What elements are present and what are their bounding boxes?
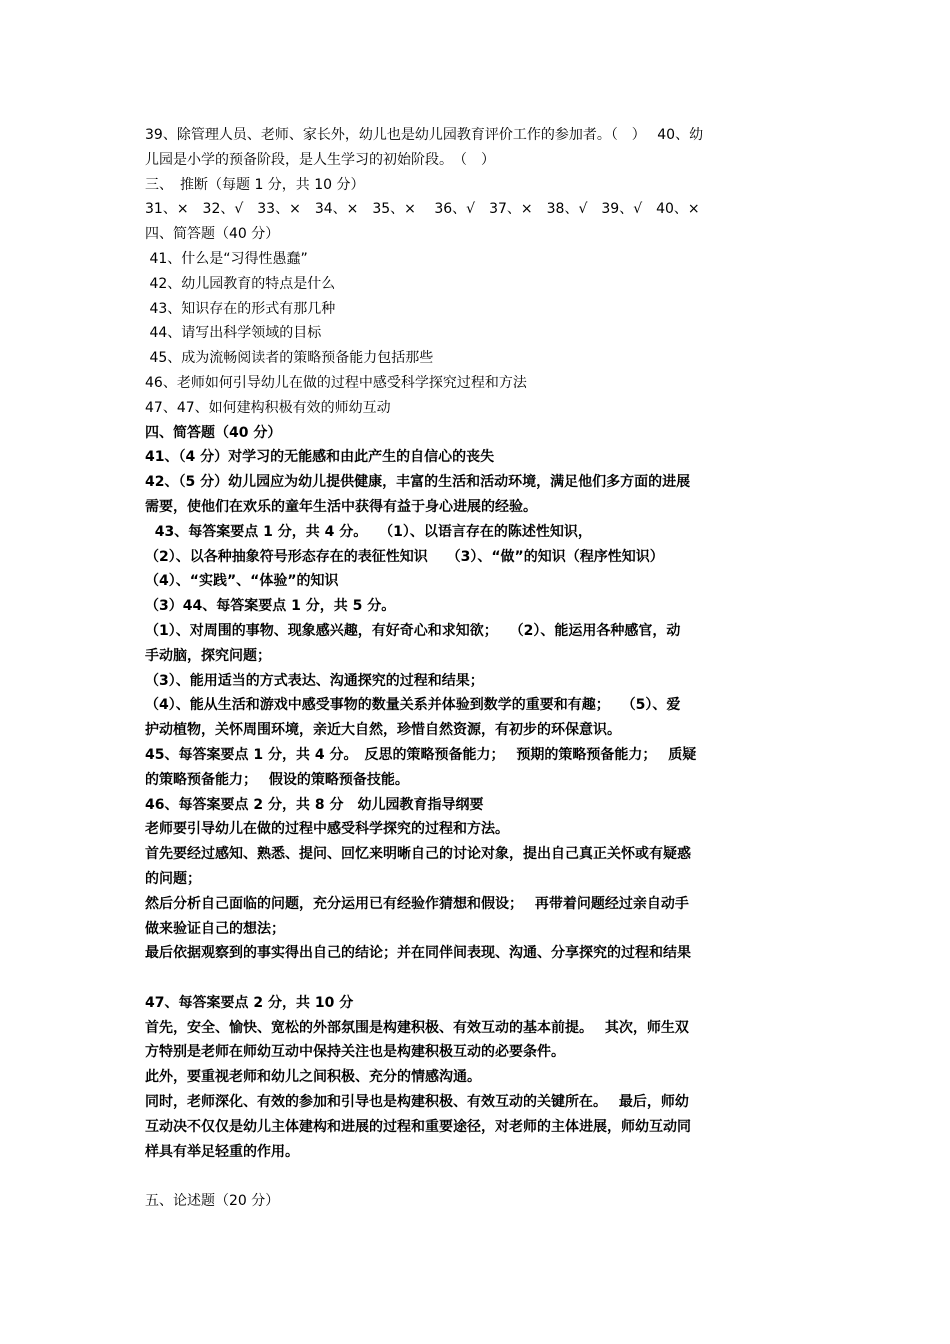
text-line: 46、老师如何引导幼儿在做的过程中感受科学探究过程和方法 xyxy=(145,374,527,391)
text-line: 43、知识存在的形式有那几种 xyxy=(145,300,336,317)
blank-line xyxy=(145,1164,810,1189)
text-line: 手动脑，探究问题； xyxy=(145,647,271,664)
text-line: （4）、“实践”、“体验”的知识 xyxy=(145,573,339,590)
text-line: 44、请写出科学领域的目标 xyxy=(145,325,322,342)
text-line: 首先要经过感知、熟悉、提问、回忆来明晰自己的讨论对象，提出自己真正关怀或有疑惑 xyxy=(145,846,691,863)
text-line: 同时，老师深化、有效的参加和引导也是构建积极、有效互动的关键所在。 最后，师幼 xyxy=(145,1094,689,1111)
text-line: 互动决不仅仅是幼儿主体建构和进展的过程和重要途径，对老师的主体进展，师幼互动同 xyxy=(145,1118,691,1135)
text-line: 方特别是老师在师幼互动中保持关注也是构建积极互动的必要条件。 xyxy=(145,1044,565,1061)
text-line: 42、幼儿园教育的特点是什么 xyxy=(145,275,336,292)
text-line: 五、论述题（20 分） xyxy=(145,1193,280,1210)
blank-line xyxy=(145,966,810,991)
text-line: 41、（4 分）对学习的无能感和由此产生的自信心的丧失 xyxy=(145,449,495,466)
text-line: 老师要引导幼儿在做的过程中感受科学探究的过程和方法。 xyxy=(145,821,509,838)
text-line: 儿园是小学的预备阶段，是人生学习的初始阶段。 （ ） xyxy=(145,151,495,168)
text-line: （3）44、每答案要点 1 分，共 5 分。 xyxy=(145,598,396,615)
text-line: （3）、能用适当的方式表达、沟通探究的过程和结果； xyxy=(145,672,484,689)
text-line: 47、每答案要点 2 分，共 10 分 xyxy=(145,994,354,1011)
text-line: 39、除管理人员、老师、家长外，幼儿也是幼儿园教育评价工作的参加者。（ ） 40、幼 xyxy=(145,127,704,143)
text-line: 此外，要重视老师和幼儿之间积极、充分的情感沟通。 xyxy=(145,1069,481,1086)
text-line: 护动植物，关怀周围环境，亲近大自然，珍惜自然资源，有初步的环保意识。 xyxy=(145,722,621,739)
text-line: （4）、能从生活和游戏中感受事物的数量关系并体验到数学的重要和有趣； （5）、爱 xyxy=(145,697,681,714)
text-line: 四、简答题（40 分） xyxy=(145,424,282,441)
text-line: 45、成为流畅阅读者的策略预备能力包括那些 xyxy=(145,350,434,367)
text-line: 43、每答案要点 1 分，共 4 分。 （1）、以语言存在的陈述性知识， xyxy=(145,523,592,540)
text-line: 最后依据观察到的事实得出自己的结论；并在同伴间表现、沟通、分享探究的过程和结果 xyxy=(145,945,691,962)
text-line: 的问题； xyxy=(145,870,201,887)
text-line: 41、什么是“习得性愚蠢” xyxy=(145,250,308,267)
text-line: 四、简答题（40 分） xyxy=(145,226,280,243)
text-line: 首先，安全、愉快、宽松的外部氛围是构建积极、有效互动的基本前提。 其次，师生双 xyxy=(145,1019,689,1036)
text-line: 的策略预备能力； 假设的策略预备技能。 xyxy=(145,771,409,788)
text-line: 三、 推断（每题 1 分，共 10 分） xyxy=(145,176,365,193)
text-line: （2）、以各种抽象符号形态存在的表征性知识 （3）、“做”的知识（程序性知识） xyxy=(145,548,664,565)
text-line: （1）、对周围的事物、现象感兴趣，有好奇心和求知欲； （2）、能运用各种感官，动 xyxy=(145,622,681,639)
text-line: 样具有举足轻重的作用。 xyxy=(145,1143,299,1160)
text-line: 46、每答案要点 2 分，共 8 分 幼儿园教育指导纲要 xyxy=(145,796,484,813)
text-line: 然后分析自己面临的问题，充分运用已有经验作猜想和假设； 再带着问题经过亲自动手 xyxy=(145,895,689,912)
text-line: 47、47、如何建构积极有效的师幼互动 xyxy=(145,399,391,416)
text-line: 31、× 32、√ 33、× 34、× 35、× 36、√ 37、× 38、√ 39、√ 40、× xyxy=(145,201,700,218)
text-line: 45、每答案要点 1 分，共 4 分。 反思的策略预备能力； 预期的策略预备能力； 质疑 xyxy=(145,746,697,763)
text-line: 做来验证自己的想法； xyxy=(145,920,285,937)
document-page xyxy=(145,123,810,1214)
text-line: 需要，使他们在欢乐的童年生活中获得有益于身心进展的经验。 xyxy=(145,498,537,515)
text-line: 42、（5 分）幼儿园应为幼儿提供健康，丰富的生活和活动环境，满足他们多方面的进展 xyxy=(145,474,691,491)
